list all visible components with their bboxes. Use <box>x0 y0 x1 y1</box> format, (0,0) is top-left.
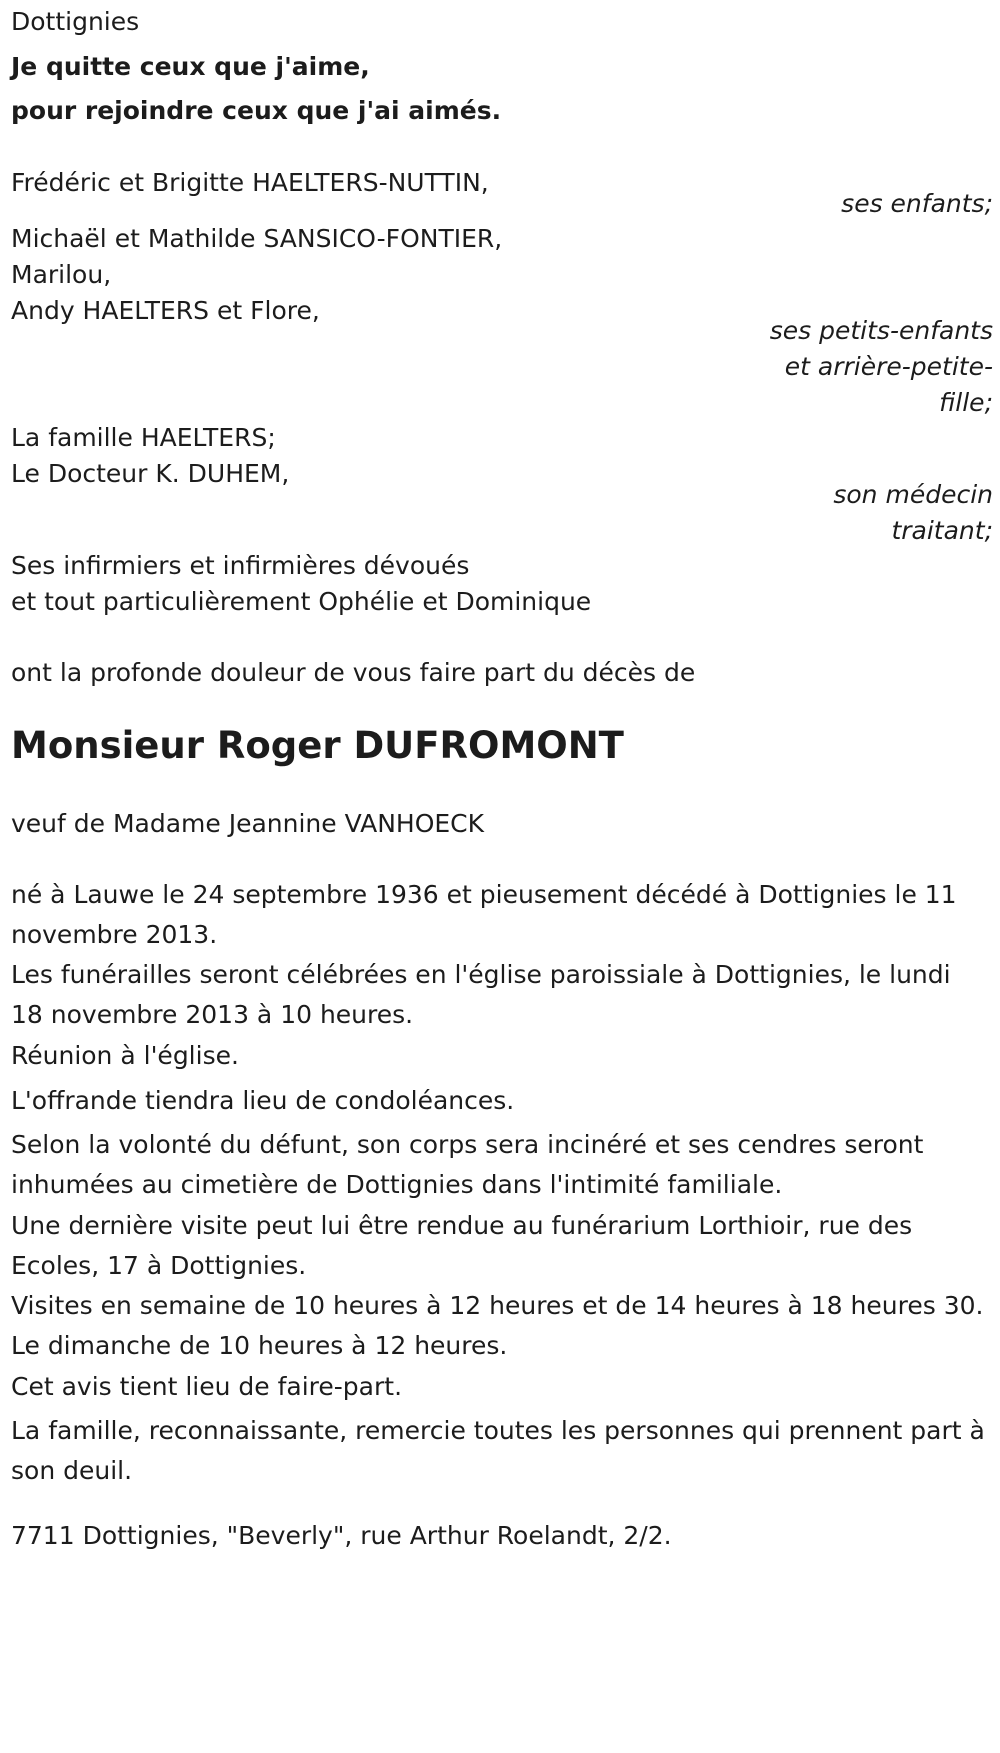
detail-paragraph: Visites en semaine de 10 heures à 12 heures et de 14 heures à 18 heures 30. Le dimanche de 10 heures à 12 heures. <box>11 1291 984 1360</box>
grandchildren-role-line: fille; <box>939 388 993 417</box>
children-names: Frédéric et Brigitte HAELTERS-NUTTIN, <box>11 168 489 197</box>
detail-paragraph: L'offrande tiendra lieu de condoléances. <box>11 1086 515 1115</box>
doctor-role-line: son médecin <box>833 480 993 509</box>
detail-paragraph: né à Lauwe le 24 septembre 1936 et pieusement décédé à Dottignies le 11 novembre 2013. <box>11 880 957 949</box>
children-role: ses enfants; <box>841 189 993 218</box>
detail-paragraph: La famille, reconnaissante, remercie toutes les personnes qui prennent part à son deuil. <box>11 1416 985 1485</box>
quote-line-2: pour rejoindre ceux que j'ai aimés. <box>11 96 502 125</box>
spouse-line: veuf de Madame Jeannine VANHOECK <box>11 809 485 838</box>
quote-line-1: Je quitte ceux que j'aime, <box>11 52 370 81</box>
doctor-name: Le Docteur K. DUHEM, <box>11 459 290 488</box>
detail-paragraph: Une dernière visite peut lui être rendue au funérarium Lorthioir, rue des Ecoles, 17 à Dottignies. <box>11 1211 913 1280</box>
grandchildren-role-line: et arrière-petite- <box>784 352 993 381</box>
detail-paragraph: Réunion à l'église. <box>11 1041 239 1070</box>
nurses-line: Ses infirmiers et infirmières dévoués <box>11 551 470 580</box>
grandchild-line: Marilou, <box>11 260 112 289</box>
grandchild-line: Michaël et Mathilde SANSICO-FONTIER, <box>11 224 503 253</box>
announcement: ont la profonde douleur de vous faire part du décès de <box>11 658 696 687</box>
detail-paragraph: Les funérailles seront célébrées en l'église paroissiale à Dottignies, le lundi 18 novembre 2013 à 10 heures. <box>11 960 951 1029</box>
detail-paragraph: Selon la volonté du défunt, son corps sera incinéré et ses cendres seront inhumées au cimetière de Dottignies dans l'intimité familiale. <box>11 1130 924 1199</box>
address: 7711 Dottignies, "Beverly", rue Arthur Roelandt, 2/2. <box>11 1521 672 1550</box>
doctor-role-line: traitant; <box>891 516 993 545</box>
grandchildren-role-line: ses petits-enfants <box>769 316 993 345</box>
deceased-name: Monsieur Roger DUFROMONT <box>11 724 624 767</box>
family-name: La famille HAELTERS; <box>11 423 276 452</box>
nurses-line: et tout particulièrement Ophélie et Dominique <box>11 587 592 616</box>
location: Dottignies <box>11 7 140 36</box>
detail-paragraph: Cet avis tient lieu de faire-part. <box>11 1372 403 1401</box>
grandchild-line: Andy HAELTERS et Flore, <box>11 296 320 325</box>
